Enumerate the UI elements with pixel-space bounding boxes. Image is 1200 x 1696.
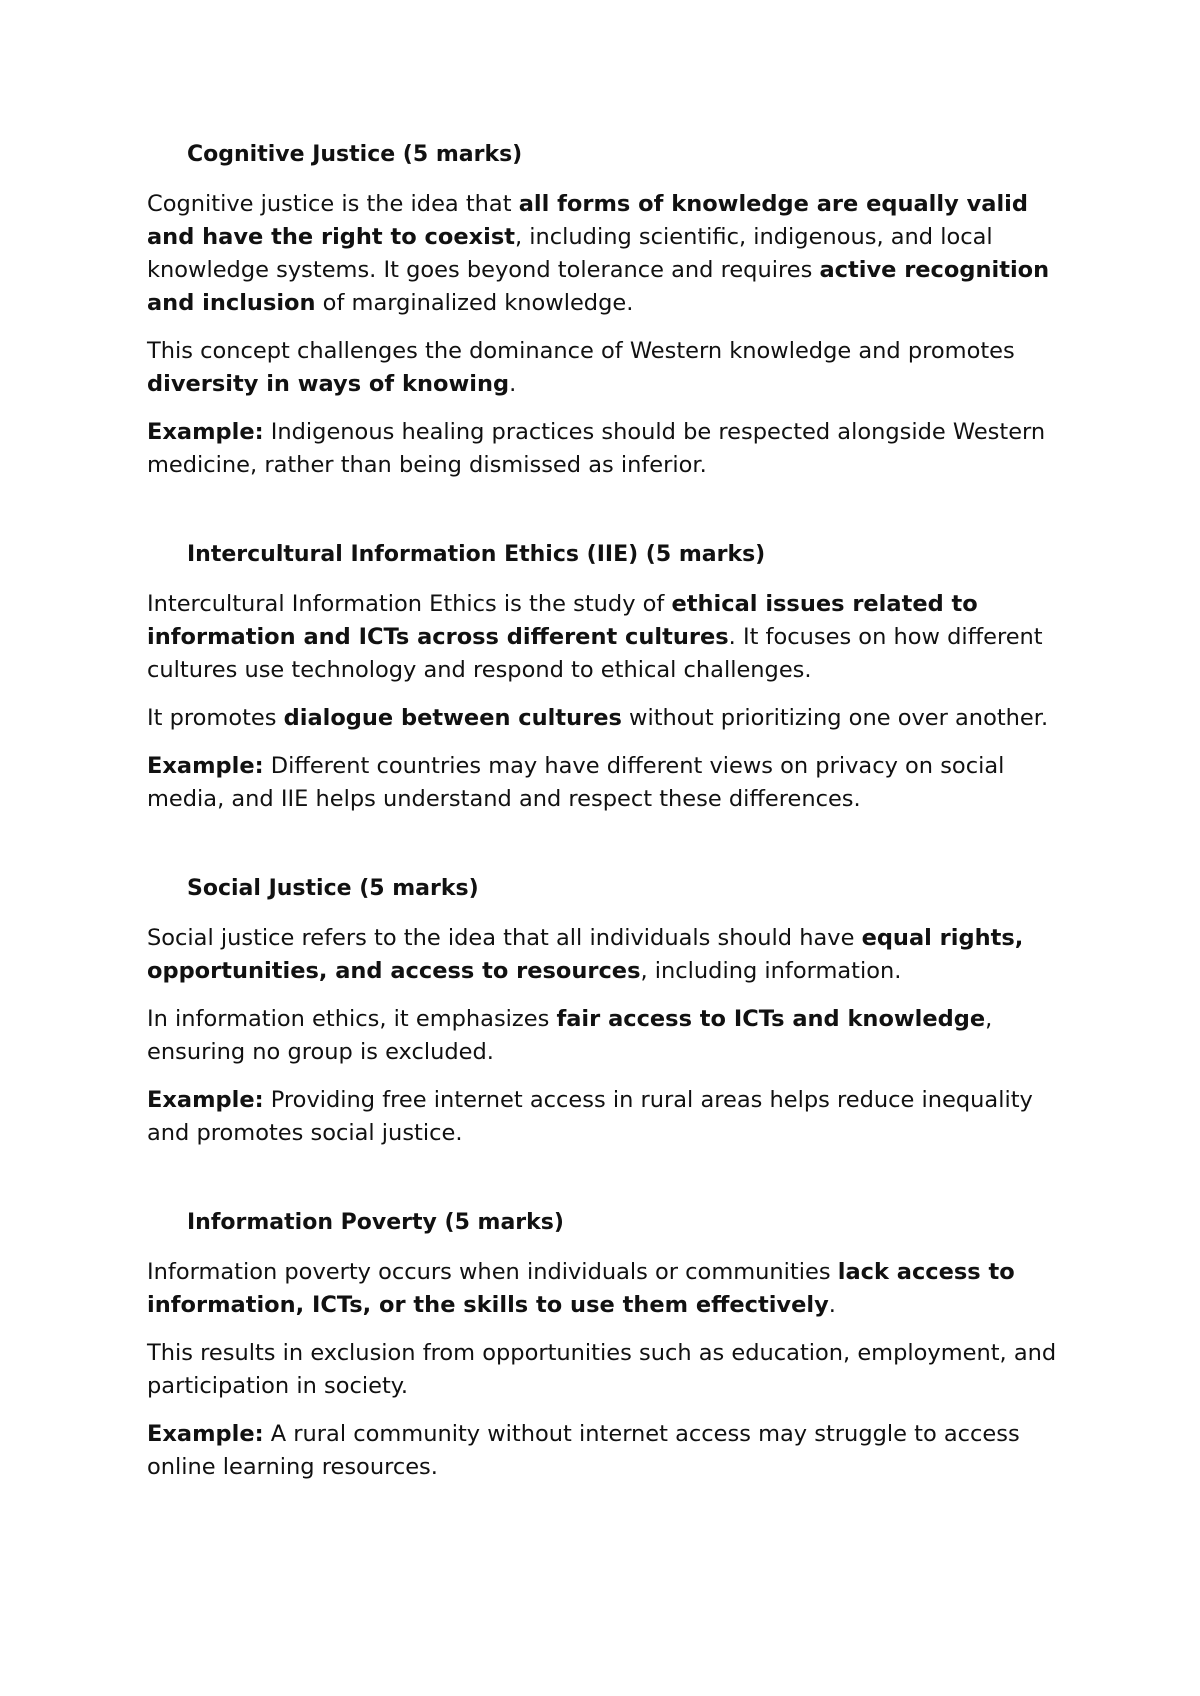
example-label: Example: <box>147 419 264 445</box>
bold-text: all forms of knowledge are equally valid and have the right to coexist <box>147 191 1028 250</box>
bold-text: lack access to information, ICTs, or the skills to use them effectively <box>147 1259 1015 1318</box>
text-run: Social justice refers to the idea that all individuals should have <box>147 925 862 951</box>
text-run: , including scientific, indigenous, and local knowledge systems. It goes beyond tolerance and requires <box>147 224 993 283</box>
text-run: of marginalized knowledge. <box>315 290 634 316</box>
bold-text: diversity in ways of knowing <box>147 371 510 397</box>
bold-text: ethical issues related to information and ICTs across different cultures <box>147 591 978 650</box>
text-run: This concept challenges the dominance of Western knowledge and promotes <box>147 338 1015 364</box>
example-label: Example: <box>147 1087 264 1113</box>
example-paragraph <box>147 750 1067 816</box>
definition-paragraph <box>147 1256 1067 1322</box>
section-social-justice <box>147 874 1067 1150</box>
text-run: , including information. <box>640 958 902 984</box>
bold-text: equal rights, opportunities, and access to resources <box>147 925 1024 984</box>
explanation-paragraph <box>147 335 1067 401</box>
text-run: . <box>828 1292 836 1318</box>
section-intercultural-information-ethics <box>147 540 1067 816</box>
example-text: Indigenous healing practices should be respected alongside Western medicine, rather than being dismissed as inferior. <box>147 419 1046 478</box>
section-heading: Intercultural Information Ethics (IIE) (5 marks) <box>187 542 766 567</box>
example-label: Example: <box>147 753 264 779</box>
text-run: This results in exclusion from opportunities such as education, employment, and participation in society. <box>147 1340 1057 1399</box>
section-information-poverty <box>147 1208 1067 1484</box>
definition-paragraph <box>147 922 1067 988</box>
document-page <box>147 140 1067 1484</box>
text-run: Cognitive justice is the idea that <box>147 191 519 217</box>
section-heading: Cognitive Justice (5 marks) <box>187 142 523 167</box>
example-paragraph <box>147 1084 1067 1150</box>
text-run: . <box>509 371 517 397</box>
section-heading: Information Poverty (5 marks) <box>187 1210 564 1235</box>
bold-text: dialogue between cultures <box>283 705 622 731</box>
text-run: without prioritizing one over another. <box>621 705 1049 731</box>
text-run: Intercultural Information Ethics is the study of <box>147 591 672 617</box>
section-heading: Social Justice (5 marks) <box>187 876 479 901</box>
text-run: Information poverty occurs when individuals or communities <box>147 1259 838 1285</box>
text-run: . It focuses on how different cultures use technology and respond to ethical challenges. <box>147 624 1043 683</box>
example-text: A rural community without internet access may struggle to access online learning resources. <box>147 1421 1020 1480</box>
example-paragraph <box>147 1418 1067 1484</box>
definition-paragraph <box>147 188 1067 320</box>
text-run: It promotes <box>147 705 284 731</box>
example-text: Different countries may have different views on privacy on social media, and IIE helps understand and respect these differences. <box>147 753 1005 812</box>
example-paragraph <box>147 416 1067 482</box>
bold-text: active recognition and inclusion <box>147 257 1050 316</box>
example-label: Example: <box>147 1421 264 1447</box>
text-run: In information ethics, it emphasizes <box>147 1006 557 1032</box>
explanation-paragraph <box>147 1337 1067 1403</box>
explanation-paragraph <box>147 1003 1067 1069</box>
explanation-paragraph <box>147 702 1067 735</box>
text-run: , ensuring no group is excluded. <box>147 1006 993 1065</box>
example-text: Providing free internet access in rural areas helps reduce inequality and promotes social justice. <box>147 1087 1033 1146</box>
definition-paragraph <box>147 588 1067 687</box>
bold-text: fair access to ICTs and knowledge <box>556 1006 986 1032</box>
section-cognitive-justice <box>147 140 1067 482</box>
